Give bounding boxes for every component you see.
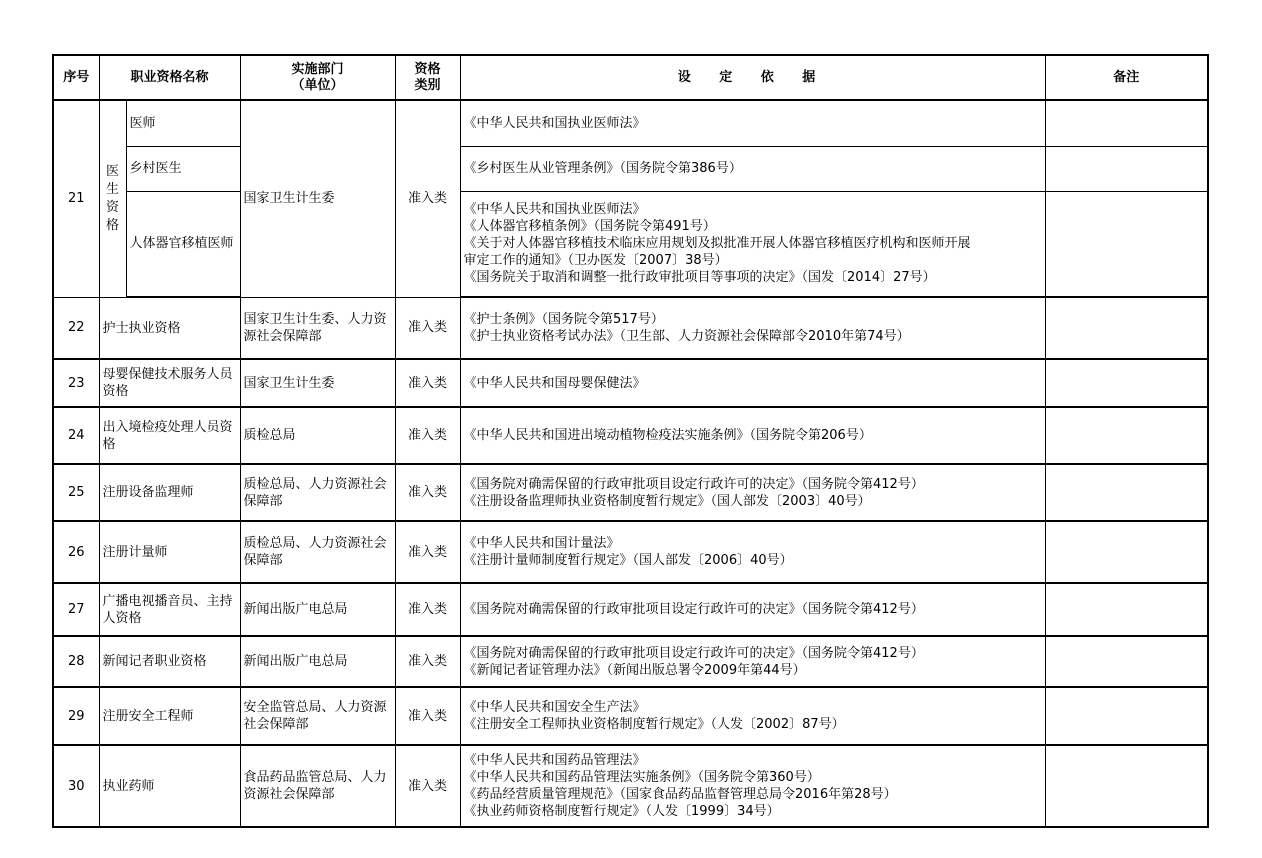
row-note xyxy=(1045,521,1208,583)
basis-line: 《中华人民共和国执业医师法》 xyxy=(463,115,646,131)
row-basis xyxy=(460,687,1045,745)
row-name: 广播电视播音员、主持人资格 xyxy=(99,583,240,636)
row-seq: 24 xyxy=(53,407,99,464)
row-note xyxy=(1045,359,1208,407)
row-basis xyxy=(460,146,1045,191)
header-basis: 设 定 依 据 xyxy=(460,55,1045,100)
row-dept: 国家卫生计生委、人力资源社会保障部 xyxy=(240,297,395,359)
group-name-vertical xyxy=(99,100,126,297)
row-type: 准入类 xyxy=(395,636,460,687)
row-note xyxy=(1045,687,1208,745)
row-note xyxy=(1045,191,1208,297)
qualification-table-sheet xyxy=(52,54,1209,828)
row-seq: 27 xyxy=(53,583,99,636)
basis-line: 《中华人民共和国安全生产法》 xyxy=(463,700,646,715)
table-row xyxy=(53,687,1208,745)
basis-line: 《关于对人体器官移植技术临床应用规划及拟批准开展人体器官移植医疗机构和医师开展 xyxy=(463,236,971,252)
basis-line: 《中华人民共和国执业医师法》 xyxy=(463,202,646,218)
row-basis xyxy=(460,636,1045,687)
row-name: 注册计量师 xyxy=(99,521,240,583)
basis-line: 《注册计量师制度暂行规定》（国人部发〔2006〕40号） xyxy=(463,553,793,568)
row-seq: 29 xyxy=(53,687,99,745)
header-name: 职业资格名称 xyxy=(99,55,240,100)
table-row xyxy=(53,636,1208,687)
table-row-21-physician xyxy=(53,100,1208,146)
basis-line: 《注册设备监理师执业资格制度暂行规定》（国人部发〔2003〕40号） xyxy=(463,493,871,509)
row-type: 准入类 xyxy=(395,297,460,359)
row-dept: 质检总局、人力资源社会保障部 xyxy=(240,464,395,521)
basis-line: 《乡村医生从业管理条例》（国务院令第386号） xyxy=(463,161,742,176)
row-name: 注册安全工程师 xyxy=(99,687,240,745)
table-row-21-village-doctor xyxy=(53,146,1208,191)
table-row xyxy=(53,464,1208,521)
row-name: 护士执业资格 xyxy=(99,297,240,359)
basis-line: 《护士执业资格考试办法》（卫生部、人力资源社会保障部令2010年第74号） xyxy=(463,329,910,344)
row-seq: 26 xyxy=(53,521,99,583)
row-seq: 30 xyxy=(53,745,99,827)
row-dept: 国家卫生计生委 xyxy=(240,100,395,297)
basis-line: 《护士条例》（国务院令第517号） xyxy=(463,312,664,327)
row-name: 新闻记者职业资格 xyxy=(99,636,240,687)
row-dept: 安全监管总局、人力资源社会保障部 xyxy=(240,687,395,745)
row-note xyxy=(1045,146,1208,191)
row-dept: 质检总局、人力资源社会保障部 xyxy=(240,521,395,583)
basis-line: 《新闻记者证管理办法》（新闻出版总署令2009年第44号） xyxy=(463,662,806,678)
row-type: 准入类 xyxy=(395,407,460,464)
sub-name: 乡村医生 xyxy=(126,146,240,191)
row-seq: 22 xyxy=(53,297,99,359)
row-basis xyxy=(460,745,1045,827)
row-basis xyxy=(460,464,1045,521)
row-note xyxy=(1045,297,1208,359)
row-seq: 28 xyxy=(53,636,99,687)
row-type: 准入类 xyxy=(395,687,460,745)
header-note: 备注 xyxy=(1045,55,1208,100)
basis-line: 《注册安全工程师执业资格制度暂行规定》（人发〔2002〕87号） xyxy=(463,717,845,732)
row-basis xyxy=(460,297,1045,359)
row-basis xyxy=(460,191,1045,297)
table-row xyxy=(53,359,1208,407)
header-type-line1: 资格 xyxy=(414,61,441,77)
row-type: 准入类 xyxy=(395,583,460,636)
basis-line: 《药品经营质量管理规范》（国家食品药品监督管理总局令2016年第28号） xyxy=(463,787,897,802)
row-dept: 食品药品监管总局、人力资源社会保障部 xyxy=(240,745,395,827)
row-basis xyxy=(460,407,1045,464)
row-note xyxy=(1045,583,1208,636)
header-type-line2: 类别 xyxy=(414,77,441,93)
sub-name: 医师 xyxy=(126,100,240,146)
header-dept xyxy=(240,55,395,100)
basis-line: 《中华人民共和国进出境动植物检疫法实施条例》（国务院令第206号） xyxy=(463,428,872,443)
basis-line: 审定工作的通知》（卫办医发〔2007〕38号） xyxy=(463,253,728,269)
basis-line: 《中华人民共和国母婴保健法》 xyxy=(463,375,646,391)
table-row-21-transplant xyxy=(53,191,1208,297)
basis-line: 《中华人民共和国药品管理法》 xyxy=(463,753,646,768)
table-row xyxy=(53,521,1208,583)
basis-line: 《中华人民共和国药品管理法实施条例》（国务院令第360号） xyxy=(463,770,820,785)
header-type xyxy=(395,55,460,100)
table-row xyxy=(53,745,1208,827)
row-name: 母婴保健技术服务人员资格 xyxy=(99,359,240,407)
row-note xyxy=(1045,100,1208,146)
header-seq: 序号 xyxy=(53,55,99,100)
basis-line: 《国务院对确需保留的行政审批项目设定行政许可的决定》（国务院令第412号） xyxy=(463,645,924,661)
row-seq: 21 xyxy=(53,100,99,297)
row-type: 准入类 xyxy=(395,745,460,827)
row-seq: 25 xyxy=(53,464,99,521)
basis-line: 《执业药师资格制度暂行规定》（人发〔1999〕34号） xyxy=(463,804,780,819)
row-basis xyxy=(460,359,1045,407)
row-basis xyxy=(460,583,1045,636)
basis-line: 《国务院对确需保留的行政审批项目设定行政许可的决定》（国务院令第412号） xyxy=(463,602,924,617)
header-dept-line2: （单位） xyxy=(291,77,344,93)
table-row xyxy=(53,407,1208,464)
qualification-table xyxy=(52,54,1209,828)
table-row xyxy=(53,583,1208,636)
row-note xyxy=(1045,464,1208,521)
basis-line: 《中华人民共和国计量法》 xyxy=(463,536,620,551)
row-basis xyxy=(460,100,1045,146)
row-type: 准入类 xyxy=(395,521,460,583)
row-type: 准入类 xyxy=(395,100,460,297)
row-note xyxy=(1045,745,1208,827)
header-row xyxy=(53,55,1208,100)
table-row xyxy=(53,297,1208,359)
row-name: 执业药师 xyxy=(99,745,240,827)
sub-name: 人体器官移植医师 xyxy=(126,191,240,297)
row-dept: 质检总局 xyxy=(240,407,395,464)
row-type: 准入类 xyxy=(395,359,460,407)
row-basis xyxy=(460,521,1045,583)
group-name-text: 医生资格 xyxy=(105,163,119,233)
basis-line: 《国务院关于取消和调整一批行政审批项目等事项的决定》（国发〔2014〕27号） xyxy=(463,270,936,286)
row-name: 出入境检疫处理人员资格 xyxy=(99,407,240,464)
row-dept: 新闻出版广电总局 xyxy=(240,636,395,687)
header-dept-line1: 实施部门 xyxy=(291,61,344,77)
row-seq: 23 xyxy=(53,359,99,407)
row-name: 注册设备监理师 xyxy=(99,464,240,521)
basis-line: 《人体器官移植条例》（国务院令第491号） xyxy=(463,219,716,235)
row-note xyxy=(1045,636,1208,687)
row-dept: 新闻出版广电总局 xyxy=(240,583,395,636)
row-type: 准入类 xyxy=(395,464,460,521)
row-dept: 国家卫生计生委 xyxy=(240,359,395,407)
basis-line: 《国务院对确需保留的行政审批项目设定行政许可的决定》（国务院令第412号） xyxy=(463,476,924,492)
row-note xyxy=(1045,407,1208,464)
